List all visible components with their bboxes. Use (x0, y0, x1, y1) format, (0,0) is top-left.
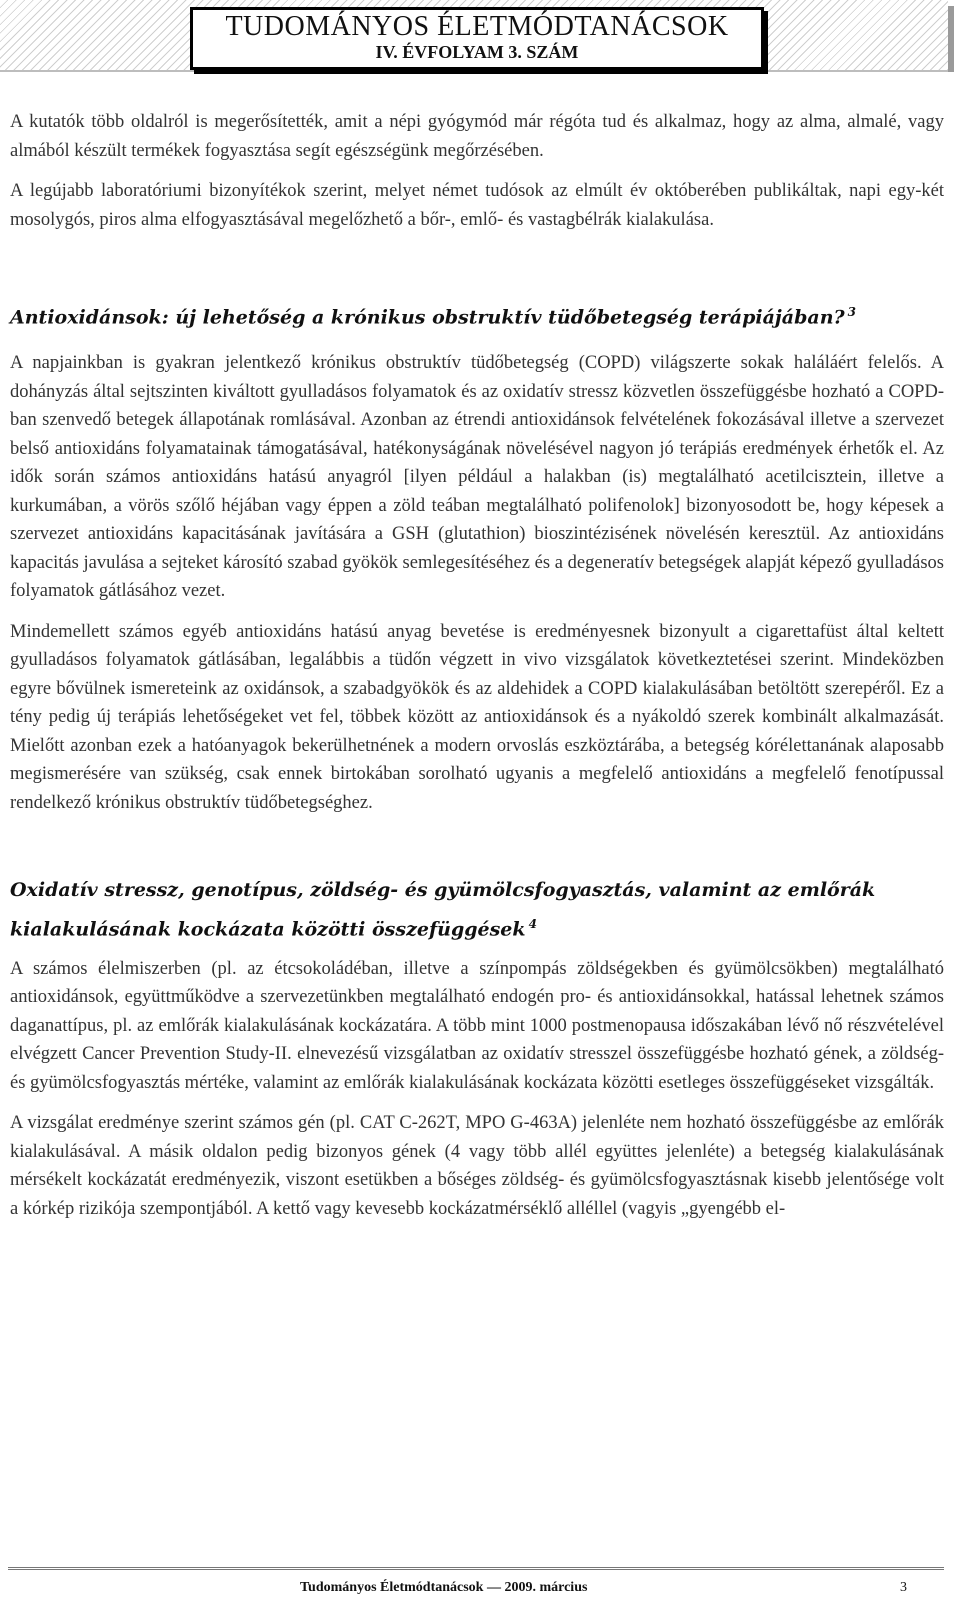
antioxidants-paragraph-1: A napjainkban is gyakran jelentkező krónikus obstruktív tüdőbetegség (COPD) világszerte sokak haláláért felelős. A dohányzás által sejtszinten kiváltott gyulladásos folyamatok és az oxidatív stressz közvetlen összefüggésbe hozható a COPD-ban szenvedő betegek állapotának romlásával. Azonban az étrendi antioxidánsok felvételének fokozásával illetve a szervezet belső antioxidáns folyamatainak támogatásával, hatékonyságának növelésével nagyon jó terápiás eredmények érhetők el. Az idők során számos antioxidáns hatású anyagról [ilyen például a halakban (is) megtalálható acetilcisztein, illetve a kurkumában, a vörös szőlő héjában vagy éppen a zöld teában megtalálható polifenolok] bizonyosodott be, hogy képesek a szervezet antioxidáns kapacitásának javítására a GSH (glutathion) bioszintézisének növelésén keresztül. Az antioxidáns kapacitás javulása a sejteket károsító szabad gyökök semlegesítéséhez és a degeneratív betegségek alapját képező gyulladásos folyamatok gátlásához vezet. (10, 353, 944, 602)
antioxidants-paragraph-2: Mindemellett számos egyéb antioxidáns hatású anyag bevetése is eredményesnek bizonyult a cigarettafüst által keltett gyulladásos folyamatok gátlásában, legalábbis a tüdőn végzett in vivo vizsgálatok következtetései szerint. Mindeközben egyre bővülnek ismereteink az oxidánsok, a szabadgyökök és az aldehidek a COPD kialakulásában betöltött szerepéről. Ez a tény pedig új terápiás lehetőségeket vet fel, többek között az antioxidánsok és a nyákoldó szerek kombinált alkalmazását. Mielőtt azonban ezek a hatóanyagok bekerülhetnének a modern orvoslás eszköztárába, a betegség kórélettanának alaposabb megismerésére van szükség, csak ennek birtokában sorolható ugyanis a megfelelő antioxidáns a megfelelő fenotípussal rendelkező krónikus obstruktív tüdőbetegséghez. (10, 621, 944, 813)
header-band (0, 0, 948, 72)
section-heading-oxidative-stress (10, 873, 944, 946)
heading-text: Antioxidánsok: új lehetőség a krónikus obstruktív tüdőbetegség terápiájában? (10, 306, 845, 329)
header-shadow (948, 6, 954, 72)
article-body (10, 108, 944, 1235)
footer-text: Tudományos Életmódtanácsok — 2009. március (300, 1580, 588, 1595)
intro-paragraph-2: A legújabb laboratóriumi bizonyítékok szerint, melyet német tudósok az elmúlt év októberében publikáltak, napi egy-két mosolygós, piros alma elfogyasztásával megelőzhető a bőr-, emlő- és vastagbélrák kialakulása. (10, 181, 944, 230)
issue-label: IV. ÉVFOLYAM 3. SZÁM (375, 42, 579, 62)
journal-title: TUDOMÁNYOS ÉLETMÓDTANÁCSOK (225, 11, 729, 42)
footer-rule (8, 1567, 944, 1570)
heading-text: Oxidatív stressz, genotípus, zöldség- és gyümölcsfogyasztás, valamint az emlőrák kialakulásának kockázata közötti összefüggések (10, 879, 876, 941)
oxidative-paragraph-1: A számos élelmiszerben (pl. az étcsokoládéban, illetve a színpompás zöldségekben és gyümölcsökben) megtalálható antioxidánsok, együttműködve a szervezetünkben megtalálható endogén pro- és antioxidánsokkal, hatással lehetnek számos daganattípus, pl. az emlőrák kialakulásának kockázatára. A több mint 1000 postmenopausa időszakában lévő nő részvételével elvégzett Cancer Prevention Study-II. elnevezésű vizsgálatban az oxidatív stresszel összefüggésbe hozható gének, a zöldség- és gyümölcsfogyasztás mértéke, valamint az emlőrák kialakulásának kockázata közötti esetleges összefüggéseket vizsgálták. (10, 958, 944, 1093)
intro-paragraph-1: A kutatók több oldalról is megerősítették, amit a népi gyógymód már régóta tud és alkalmaz, hogy az alma, almalé, vagy almából készült termékek fogyasztása segít egészségünk megőrzésében. (10, 112, 944, 161)
masthead (190, 7, 764, 70)
oxidative-paragraph-2: A vizsgálat eredménye szerint számos gén (pl. CAT C-262T, MPO G-463A) jelenléte nem hozható összefüggésbe az emlőrák kialakulásával. A másik oldalon pedig bizonyos gének (4 vagy több allél együttes jelenléte) a betegség kialakulásának mérsékelt kockázatát eredményezik, viszont esetükben a bőséges zöldség- és gyümölcsfogyasztásnak kisebb jelentősége volt a kórkép rizikója szempontjából. A kettő vagy kevesebb kockázatmérséklő alléllel (vagyis „gyengébb el- (10, 1113, 944, 1219)
section-heading-antioxidants (10, 294, 944, 335)
footnote-marker: 4 (528, 917, 537, 932)
page-number: 3 (900, 1580, 907, 1595)
page-footer (0, 1580, 960, 1600)
footnote-marker: 3 (847, 305, 856, 319)
